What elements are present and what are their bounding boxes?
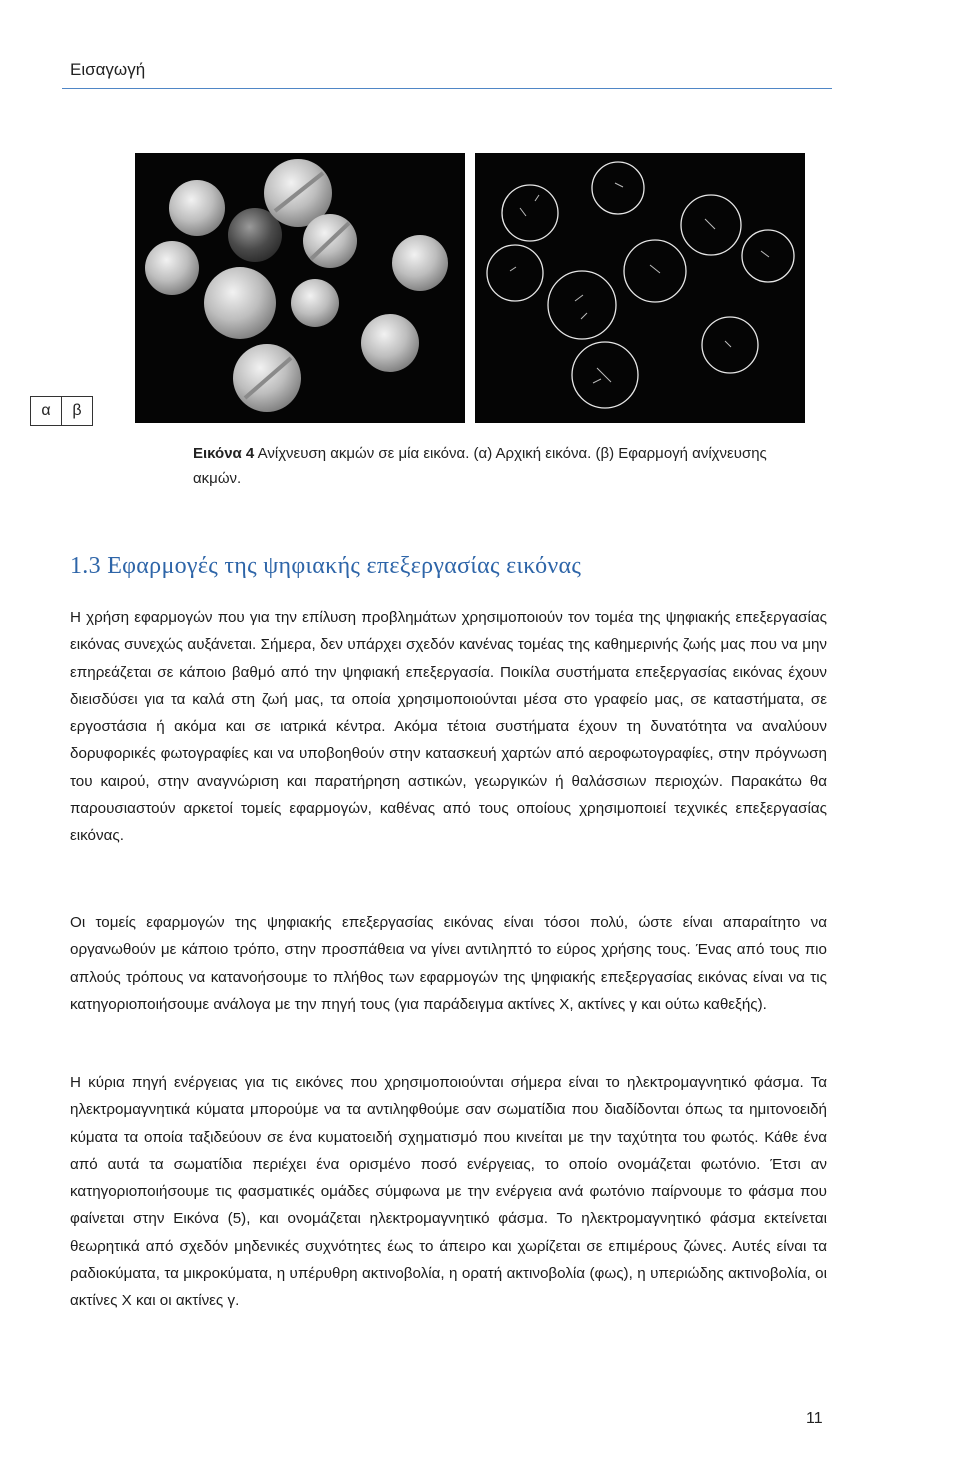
- figure-original-image: [135, 153, 465, 423]
- figure-caption: [193, 441, 773, 491]
- figure-label-b: β: [61, 397, 92, 425]
- caption-figure-number: Εικόνα 4: [193, 445, 255, 462]
- figure-edge-detection: [475, 153, 805, 423]
- edges-image: [475, 153, 805, 423]
- paragraph: Οι τομείς εφαρμογών της ψηφιακής επεξεργασίας εικόνας είναι τόσοι πολύ, ώστε είναι απαραίτητο να οργανωθούν με κάποιο τρόπο, στην προσπάθεια να γίνει αντιληπτό το εύρος χρήσης τους. Ένας από τους πιο απλούς τρόπους να κατανοήσουμε το πλήθος των εφαρμογών της ψηφιακής επεξεργασίας εικόνας είναι να τις κατηγοριοποιήσουμε ανάλογα με την πηγή τους (για παράδειγμα ακτίνες X, ακτίνες γ και ούτω καθεξής).: [70, 914, 827, 1013]
- figure-label-a: α: [41, 402, 51, 419]
- header-rule: [62, 88, 832, 89]
- caption-text: Ανίχνευση ακμών σε μία εικόνα. (α) Αρχική εικόνα. (β) Εφαρμογή ανίχνευσης ακμών.: [193, 445, 767, 487]
- page-header-title: Εισαγωγή: [70, 60, 146, 79]
- section-heading: 1.3 Εφαρμογές της ψηφιακής επεξεργασίας εικόνας: [70, 553, 582, 579]
- coins-photo: [135, 153, 465, 423]
- paragraph: Η κύρια πηγή ενέργειας για τις εικόνες που χρησιμοποιούνται σήμερα είναι το ηλεκτρομαγνητικό φάσμα. Τα ηλεκτρομαγνητικά κύματα μπορούμε να τα αντιληφθούμε σαν σωματίδια που διαδίδονται όπως τα ημιτονοειδή κύματα τα οποία ταξιδεύουν σε ένα κυματοειδή σχηματισμό που κινείται με την ταχύτητα του φωτός. Κάθε ένα από αυτά τα σωματίδια περιέχει ένα ορισμένο ποσό ενέργειας, το οποίο ονομάζεται φωτόνιο. Έτσι αν κατηγοριοποιήσουμε τις φασματικές ομάδες σύμφωνα με την ενέργεια ανά φωτόνιο παίρνουμε το φάσμα που φαίνεται στην Εικόνα (5), και ονομάζεται ηλεκτρομαγνητικό φάσμα. Το ηλεκτρομαγνητικό φάσμα εκτείνεται θεωρητικά από σχεδόν μηδενικές συχνότητες έως το άπειρο και χωρίζεται σε επιμέρους ζώνες. Αυτές είναι τα ραδιοκύματα, τα μικροκύματα, η υπέρυθρη ακτινοβολία, η ορατή ακτινοβολία (φως), η υπεριώδης ακτινοβολία, οι ακτίνες X και οι ακτίνες γ.: [70, 1074, 827, 1310]
- paragraph: Η χρήση εφαρμογών που για την επίλυση προβλημάτων χρησιμοποιούν τον τομέα της ψηφιακής επεξεργασίας εικόνας συνεχώς αυξάνεται. Σήμερα, δεν υπάρχει σχεδόν κανένας τομέας της καθημερινής ζωής μας που να μην επηρεάζεται σε κάποιο βαθμό από την ψηφιακή επεξεργασία. Ποικίλα συστήματα επεξεργασίας εικόνας έχουν διεισδύσει για τα καλά στη ζωή μας, τα οποία χρησιμοποιούνται μέσα στο γραφείο μας, σε καταστήματα, σε εργοστάσια ή ακόμα και σε ιατρικά κέντρα. Ακόμα τέτοια συστήματα έχουν τη δυνατότητα να αναλύουν δορυφορικές φωτογραφίες και να υποβοηθούν στην κατασκευή χαρτών από αεροφωτογραφίες, στην πρόγνωση του καιρού, στην αναγνώριση και παρατήρηση αστικών, γεωργικών ή θαλάσσιων περιοχών. Παρακάτω θα παρουσιαστούν αρκετοί τομείς εφαρμογών, καθένας από τους οποίους χρησιμοποιεί τεχνικές επεξεργασίας εικόνας.: [70, 609, 827, 845]
- page-number: 11: [806, 1410, 823, 1427]
- figure-label-box: [30, 396, 93, 426]
